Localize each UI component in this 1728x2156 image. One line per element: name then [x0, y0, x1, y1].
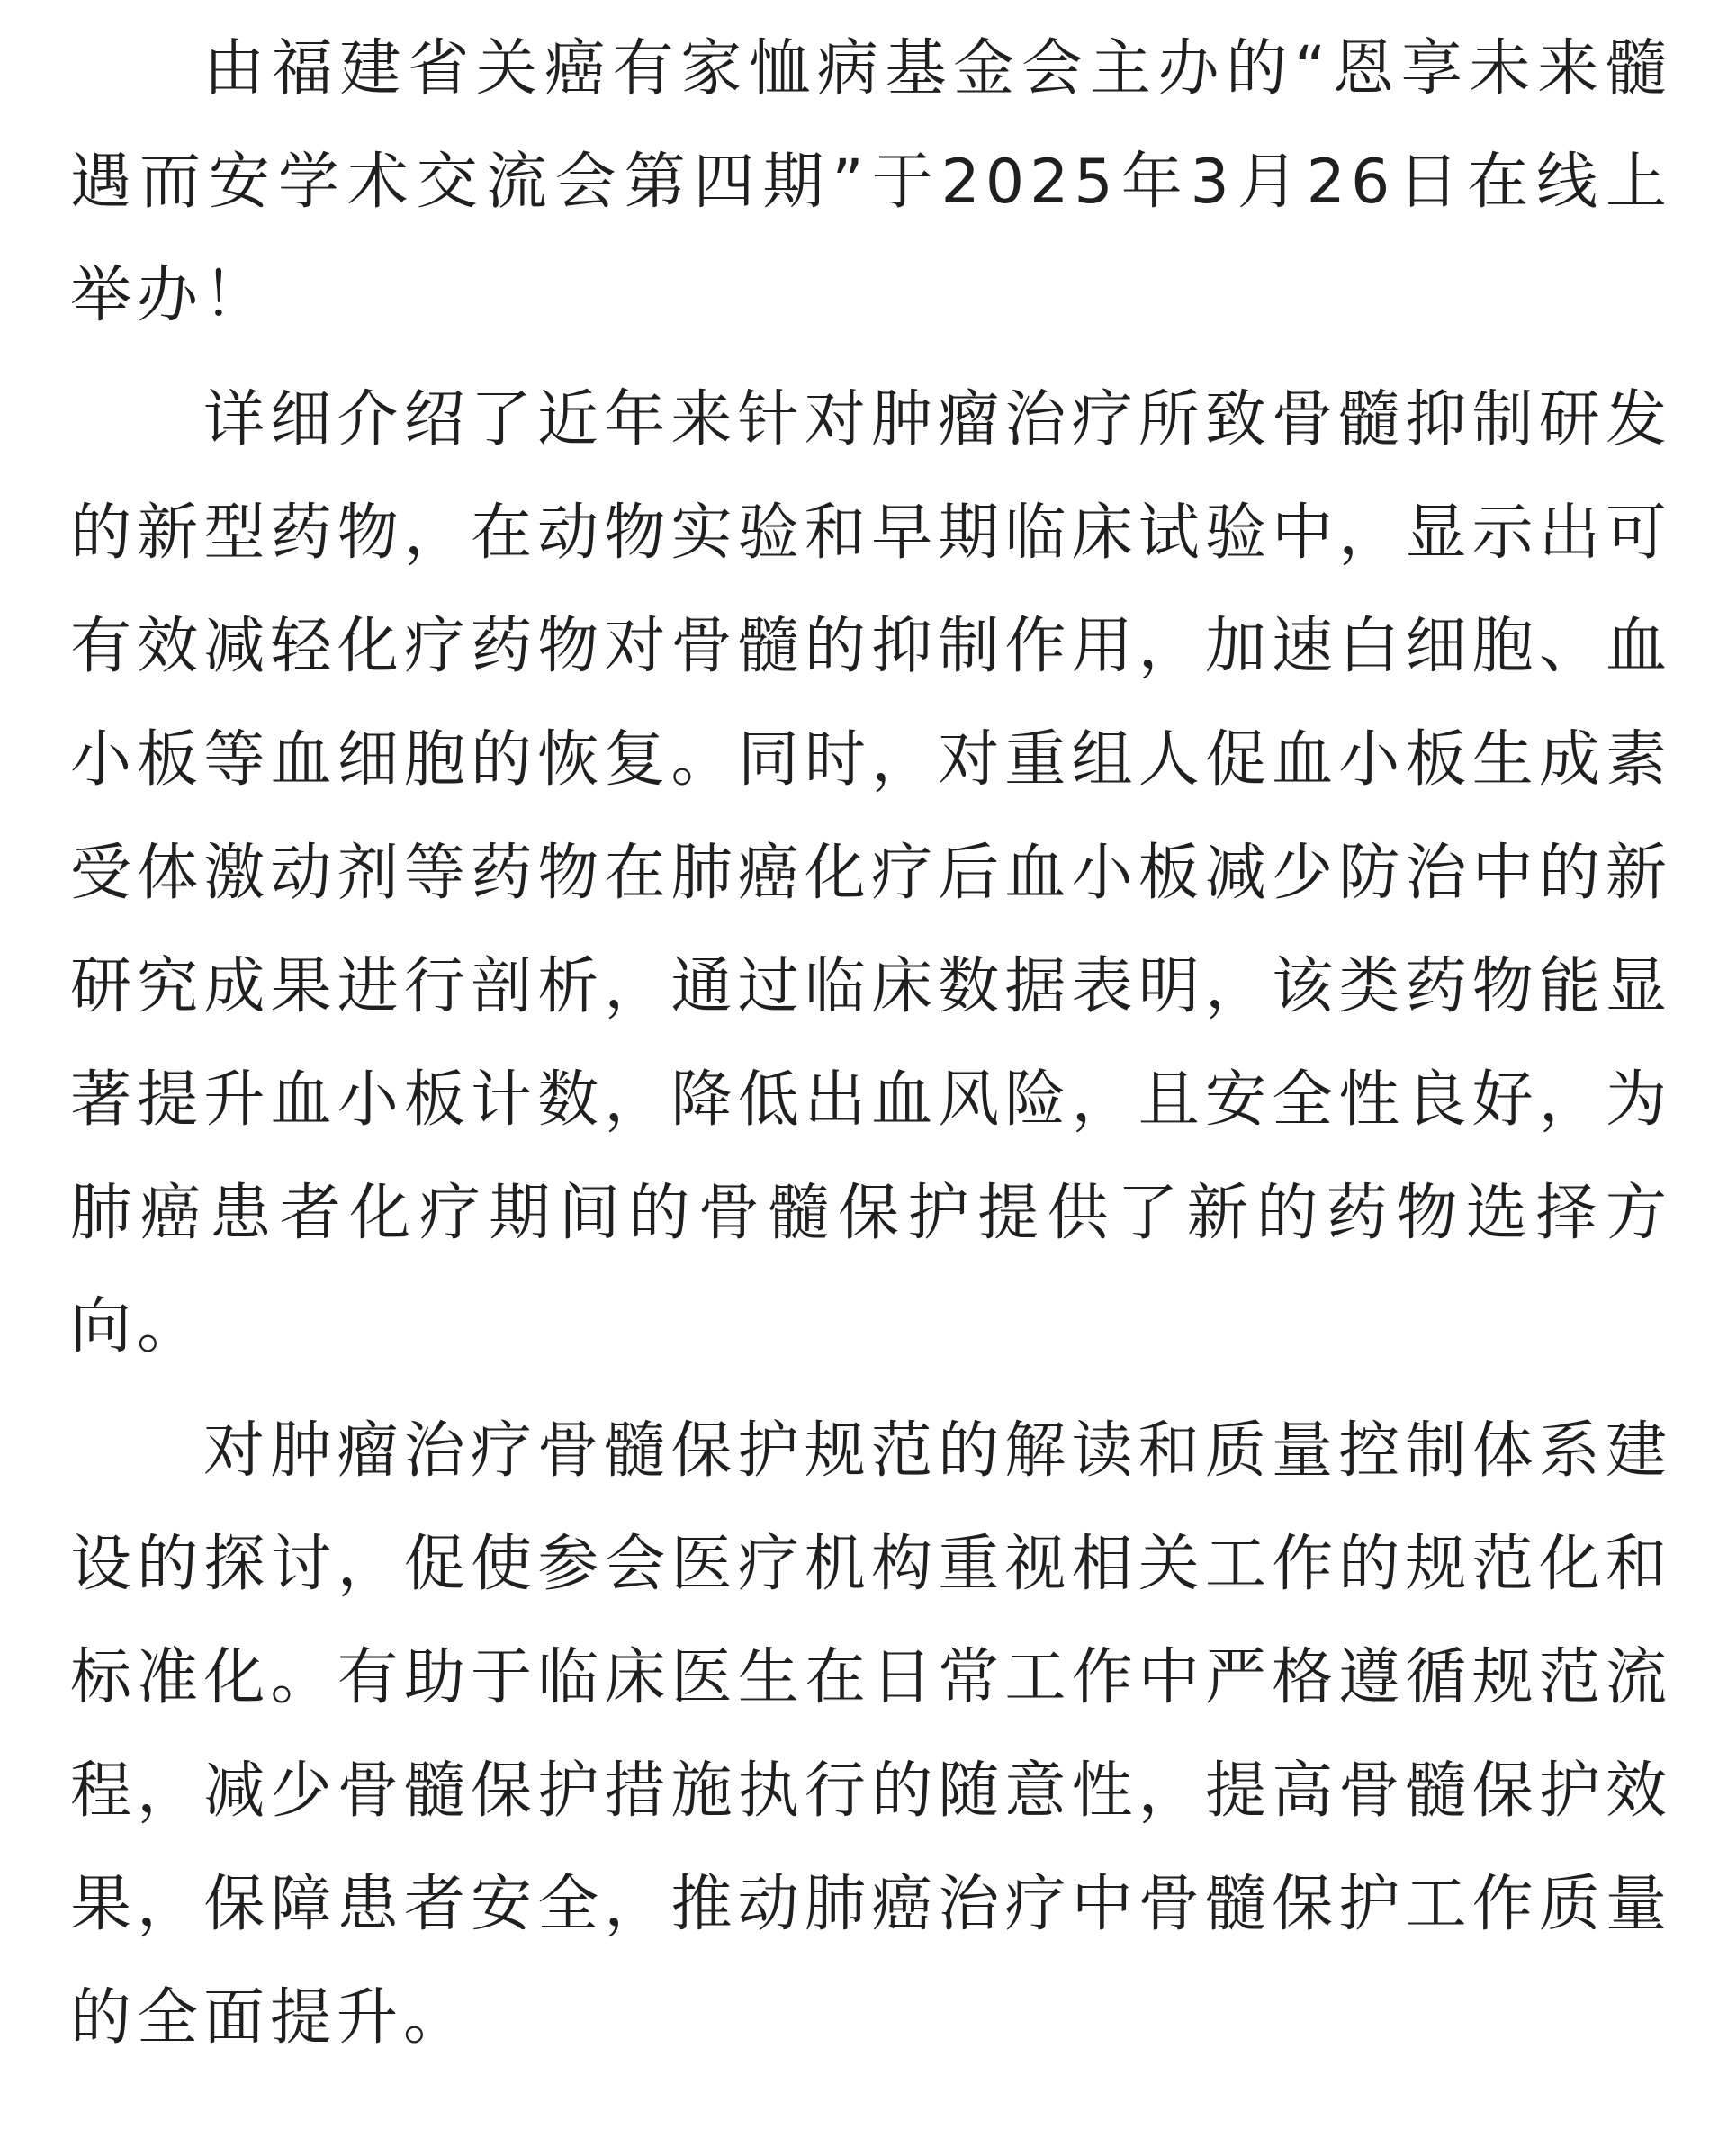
paragraph-new-drugs: 详细介绍了近年来针对肿瘤治疗所致骨髓抑制研发的新型药物，在动物实验和早期临床试验中，显示出可有效减轻化疗药物对骨髓的抑制作用，加速白细胞、血小板等血细胞的恢复。同时，对重组人促血小板生成素受体激动剂等药物在肺癌化疗后血小板减少防治中的新研究成果进行剖析，通过临床数据表明，该类药物能显著提升血小板计数，降低出血风险，且安全性良好，为肺癌患者化疗期间的骨髓保护提供了新的药物选择方向。 — [70, 384, 1672, 1362]
article-body — [70, 13, 1672, 2075]
paragraph-standards-quality: 对肿瘤治疗骨髓保护规范的解读和质量控制体系建设的探讨，促使参会医疗机构重视相关工作的规范化和标准化。有助于临床医生在日常工作中严格遵循规范流程，减少骨髓保护措施执行的随意性，提高骨髓保护效果，保障患者安全，推动肺癌治疗中骨髓保护工作质量的全面提升。 — [70, 1415, 1672, 2053]
paragraph-event-announcement: 由福建省关癌有家恤病基金会主办的“恩享未来髓遇而安学术交流会第四期”于2025年3月26日在线上举办！ — [70, 33, 1672, 331]
